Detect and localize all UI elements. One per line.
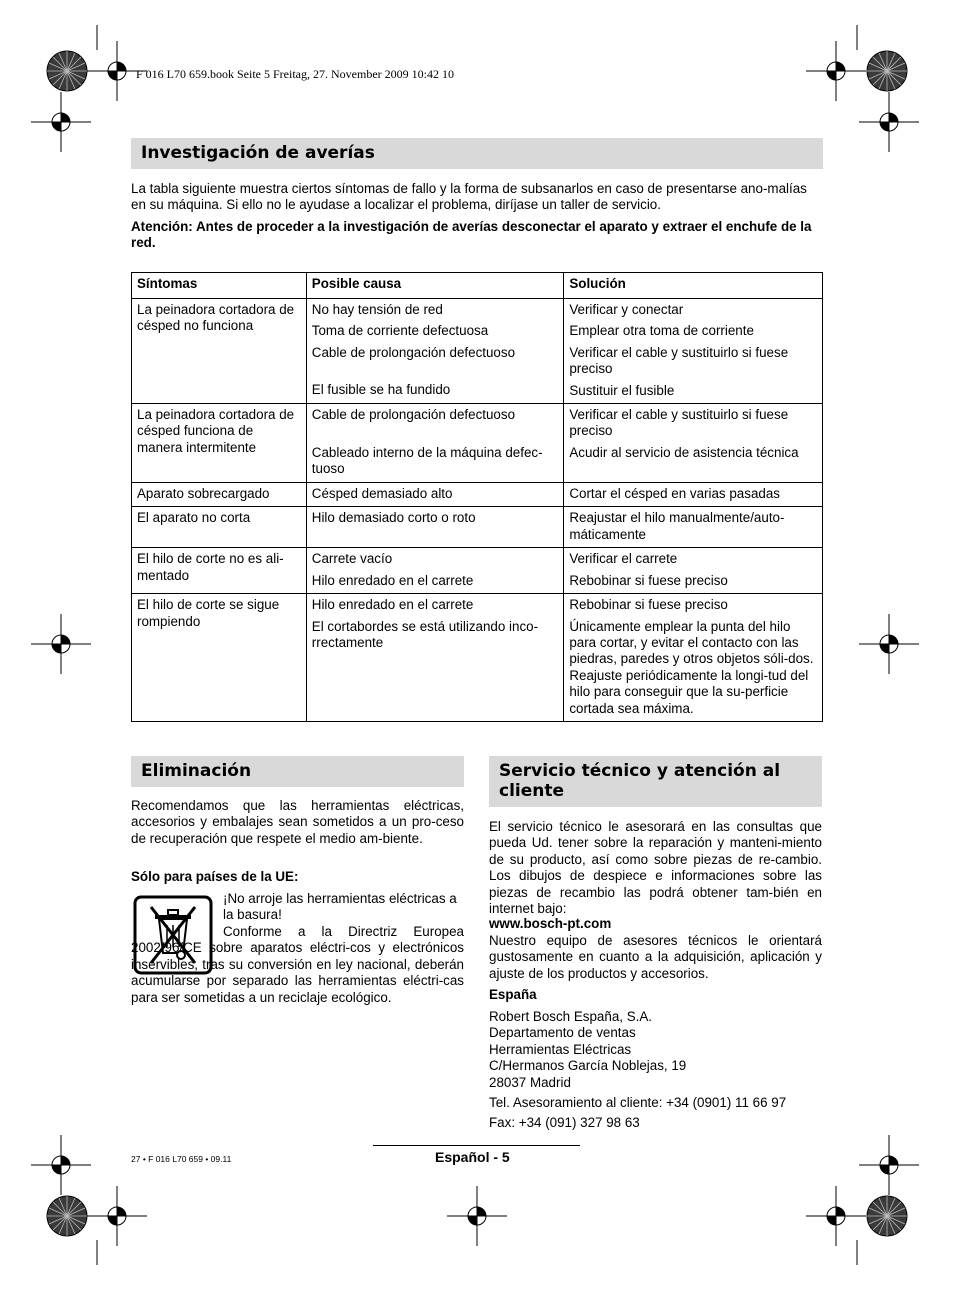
eu-directive-paragraph: Conforme a la Directriz Europea 2002/96/CE sobre aparatos eléctri-cos y electrónicos inservibles, tras su conversión en ley nacional, deberán acumularse por separado las herramientas eléctri-cas para ser sometidas a un reciclaje ecológico. xyxy=(131,924,464,1005)
header-symptoms: Síntomas xyxy=(132,273,307,299)
address-line: 28037 Madrid xyxy=(489,1074,571,1090)
service-country: España xyxy=(489,987,537,1002)
cause-item: No hay tensión de red xyxy=(311,302,443,317)
service-address xyxy=(489,1009,822,1091)
cause-item: Toma de corriente defectuosa xyxy=(311,323,489,339)
troubleshooting-heading: Investigación de averías xyxy=(131,138,823,169)
solution-item: Acudir al servicio de asistencia técnica xyxy=(569,444,799,460)
cause-item: Hilo enredado en el carrete xyxy=(311,597,474,613)
troubleshooting-warning: Atención: Antes de proceder a la investigación de averías desconectar el aparato y extraer el enchufe de la red. xyxy=(131,219,812,251)
address-line: Robert Bosch España, S.A. xyxy=(489,1009,653,1024)
page-number: Español - 5 xyxy=(435,1149,510,1165)
symptom-cell: Aparato sobrecargado xyxy=(132,483,307,507)
symptom-cell: La peinadora cortadora de césped funciona de manera intermitente xyxy=(132,404,307,483)
solution-cell xyxy=(564,594,823,722)
header-cause: Posible causa xyxy=(306,273,564,299)
address-line: Herramientas Eléctricas xyxy=(489,1041,632,1057)
eu-heading: Sólo para países de la UE: xyxy=(131,869,299,884)
solution-item: Verificar el cable y sustituirlo si fuese preciso xyxy=(569,344,789,377)
cause-item: El fusible se ha fundido xyxy=(311,381,451,397)
solution-item: Verificar y conectar xyxy=(569,302,684,317)
eu-notice-line: ¡No arroje las herramientas eléctricas a la basura! xyxy=(223,891,457,923)
footer-code: 27 • F 016 L70 659 • 09.11 xyxy=(131,1154,232,1164)
disposal-paragraph: Recomendamos que las herramientas eléctricas, accesorios y embalajes sean sometidos a un pro-ceso de recuperación que respete el medio am-biente. xyxy=(131,798,464,846)
service-paragraph: El servicio técnico le asesorará en las consultas que pueda Ud. tener sobre la reparación y manteni-miento de su producto, así como sobre piezas de re-cambio. Los dibujos de despiece e informaciones sobre las piezas de recambio las podrá obtener tam-bién en internet bajo: xyxy=(489,819,822,917)
cause-item: El cortabordes se está utilizando inco-rrectamente xyxy=(311,618,539,651)
solution-cell: Cortar el césped en varias pasadas xyxy=(564,483,823,507)
header-solution: Solución xyxy=(564,273,823,299)
cause-cell xyxy=(306,594,564,722)
print-file-info: F 016 L70 659.book Seite 5 Freitag, 27. November 2009 10:42 10 xyxy=(136,67,454,81)
solution-item: Rebobinar si fuese preciso xyxy=(569,597,728,613)
service-fax: Fax: +34 (091) 327 98 63 xyxy=(489,1115,640,1130)
cause-item: Cableado interno de la máquina defec-tuoso xyxy=(311,445,543,477)
symptom-cell: La peinadora cortadora de césped no funciona xyxy=(132,299,307,404)
symptom-cell: El aparato no corta xyxy=(132,507,307,548)
solution-item: Rebobinar si fuese preciso xyxy=(569,572,728,588)
address-line: C/Hermanos García Noblejas, 19 xyxy=(489,1058,687,1074)
table-row xyxy=(132,299,823,404)
service-url: www.bosch-pt.com xyxy=(489,916,612,931)
symptom-cell: El hilo de corte no es ali-mentado xyxy=(132,548,307,594)
address-line: Departamento de ventas xyxy=(489,1025,636,1041)
service-phone: Tel. Asesoramiento al cliente: +34 (0901) 11 66 97 xyxy=(489,1095,787,1110)
cause-cell: Césped demasiado alto xyxy=(306,483,564,507)
solution-item: Verificar el cable y sustituirlo si fuese preciso xyxy=(569,407,789,439)
table-row xyxy=(132,507,823,548)
service-paragraph-2: Nuestro equipo de asesores técnicos le orientará gustosamente en cuanto a la adquisición, aplicación y ajuste de los productos y accesorios. xyxy=(489,933,822,981)
table-row xyxy=(132,404,823,483)
solution-cell xyxy=(564,548,823,594)
cause-item: Cable de prolongación defectuoso xyxy=(311,344,516,360)
solution-item: Únicamente emplear la punta del hilo para cortar, y evitar el contacto con las piedras, paredes y otros objetos sóli-dos. Reajuste periódicamente la longi-tud del hilo para conseguir que la su-perficie cortada sea máxima. xyxy=(569,618,814,716)
table-row xyxy=(132,594,823,722)
troubleshooting-intro: La tabla siguiente muestra ciertos síntomas de fallo y la forma de subsanarlos en caso de presentarse ano-malías en su máquina. Si ello no le ayudase a localizar el problema, diríjase un taller de servicio. xyxy=(131,181,807,213)
troubleshooting-table xyxy=(131,272,823,722)
cause-item: Carrete vacío xyxy=(311,551,393,567)
table-row xyxy=(132,483,823,507)
solution-cell: Reajustar el hilo manualmente/auto-máticamente xyxy=(564,507,823,548)
cause-cell xyxy=(306,404,564,483)
cause-cell: Hilo demasiado corto o roto xyxy=(306,507,564,548)
service-heading: Servicio técnico y atención al cliente xyxy=(489,756,822,807)
footer-rule xyxy=(373,1145,580,1146)
cause-cell xyxy=(306,299,564,404)
cause-item: Hilo enredado en el carrete xyxy=(311,572,474,588)
solution-item: Emplear otra toma de corriente xyxy=(569,323,754,339)
cause-cell xyxy=(306,548,564,594)
solution-item: Sustituir el fusible xyxy=(569,382,675,398)
disposal-heading: Eliminación xyxy=(131,756,464,787)
solution-cell xyxy=(564,299,823,404)
table-header-row xyxy=(132,273,823,299)
solution-cell xyxy=(564,404,823,483)
solution-item: Verificar el carrete xyxy=(569,551,678,567)
table-row xyxy=(132,548,823,594)
cause-item: Cable de prolongación defectuoso xyxy=(311,407,516,423)
symptom-cell: El hilo de corte se sigue rompiendo xyxy=(132,594,307,722)
